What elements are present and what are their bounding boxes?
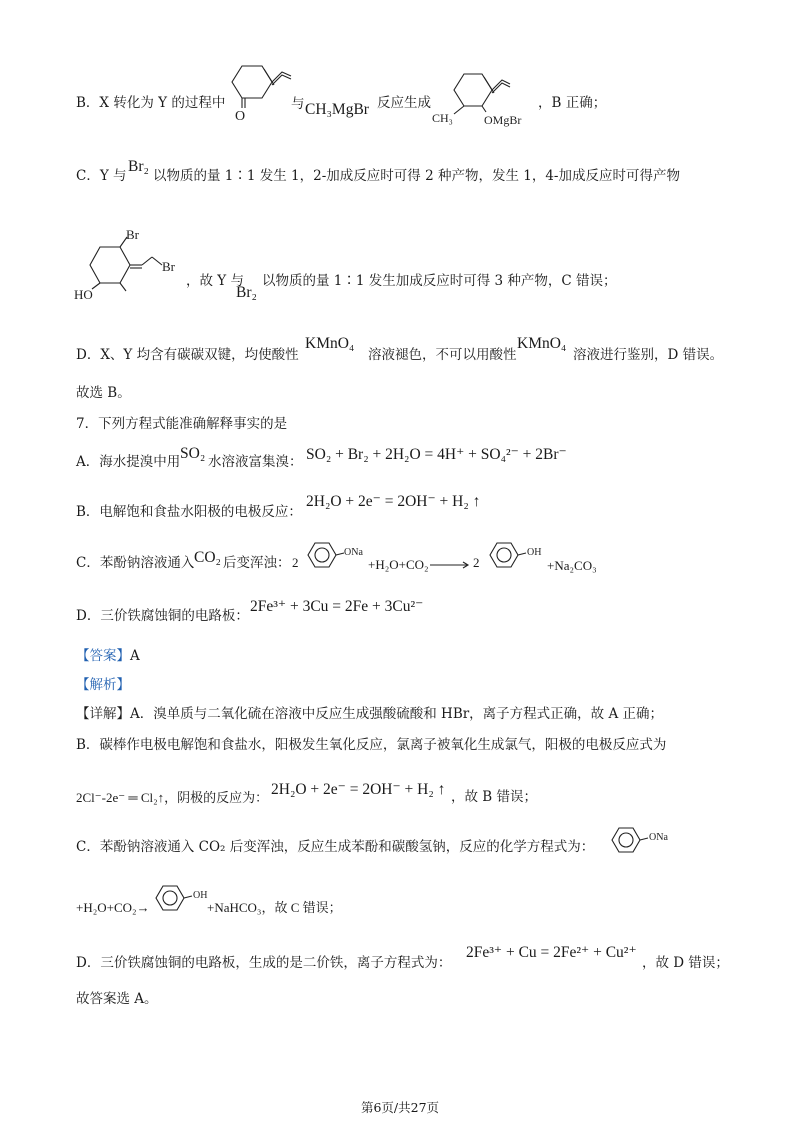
bromine-formula-2: Br₂	[236, 284, 257, 301]
q7-option-a-equation: SO₂ + Br₂ + 2H₂O = 4H⁺ + SO₄²⁻ + 2Br⁻	[306, 446, 567, 463]
q7-option-c-mid: 后变浑浊：	[223, 555, 291, 571]
sodium-phenoxide-structure-2	[604, 826, 679, 858]
detail-c-line-2-prefix: +H₂O+CO₂→	[76, 900, 150, 915]
q6-option-d-text: D．X、Y 均含有碳碳双键，均使酸性	[76, 347, 299, 363]
q7-option-c-prefix: C．苯酚钠溶液通入	[76, 555, 195, 571]
detail-d-suffix: ，故 D 错误；	[642, 955, 729, 971]
oh-label-1: OH	[527, 547, 542, 558]
detail-c-suffix: +NaHCO₃，故 C 错误；	[207, 900, 342, 915]
kmno4-formula-2: KMnO₄	[517, 335, 567, 352]
answer-line	[76, 648, 140, 664]
q6-option-b-text: B．X 转化为 Y 的过程中	[76, 95, 226, 111]
q6c-text2: ，故 Y 与	[186, 273, 244, 289]
q6d-mid: 溶液褪色，不可以用酸性	[368, 347, 517, 363]
q7-stem: 7．下列方程式能准确解释事实的是	[76, 416, 288, 432]
q7-option-a-mid: 水溶液富集溴：	[208, 454, 303, 470]
q6b-correct: ，B 正确；	[538, 95, 607, 111]
molecule-x-cyclohexenone-vinyl	[222, 58, 292, 124]
detail-b-suffix: ，故 B 错误；	[451, 789, 538, 805]
so2-formula: SO₂	[180, 445, 206, 462]
q6c-text3: 以物质的量 1∶1 发生加成反应时可得 3 种产物，C 错误；	[262, 273, 617, 289]
q7c-reagents: +H₂O+CO₂	[368, 557, 429, 572]
detail-b-line-1: B．碳棒作电极电解饱和食盐水，阳极发生氧化反应，氯离子被氧化生成氯气，阳极的电极反应式为	[76, 737, 667, 753]
terminal-bromine-label: Br	[162, 259, 175, 274]
analysis-line	[76, 677, 130, 693]
answer-value: A	[130, 648, 140, 664]
methyl-label: CH₃	[432, 111, 453, 125]
answer-tag: 【答案】	[76, 648, 130, 664]
omgbr-label: OMgBr	[484, 113, 522, 127]
q7-option-b-equation: 2H₂O + 2e⁻ = 2OH⁻ + H₂ ↑	[306, 493, 481, 510]
q6b-with: 与	[291, 96, 305, 112]
detail-a-text: A．溴单质与二氧化硫在溶液中反应生成强酸硫酸和 HBr，离子方程式正确，故 A 正确；	[130, 706, 664, 722]
q7-option-d-equation: 2Fe³⁺ + 3Cu = 2Fe + 3Cu²⁻	[250, 598, 424, 615]
detail-d-prefix: D．三价铁腐蚀铜的电路板，生成的是二价铁，离子方程式为：	[76, 955, 452, 971]
phenol-structure	[482, 541, 552, 573]
ona-label-1: ONa	[344, 547, 363, 558]
q7c-coefficient-2: 2	[473, 555, 480, 570]
phenol-structure-2	[148, 884, 213, 916]
page-footer: 第6页/共27页	[360, 1100, 440, 1115]
hydroxyl-label: HO	[74, 287, 93, 302]
grignard-reagent: CH₃MgBr	[305, 101, 369, 118]
q7-option-a-prefix: A．海水提溴中用	[76, 454, 181, 470]
detail-tag: 【详解】	[76, 706, 130, 722]
analysis-tag: 【解析】	[76, 677, 130, 693]
allylic-bromine-label: Br	[126, 227, 139, 242]
bromine-formula-1: Br₂	[128, 158, 149, 175]
detail-b-line-2-prefix: 2Cl⁻-2e⁻ ═ Cl₂↑，阴极的反应为：	[76, 790, 269, 805]
molecule-y-magnesium-alkoxide	[430, 68, 540, 128]
q7-option-d-prefix: D．三价铁腐蚀铜的电路板：	[76, 608, 249, 624]
kmno4-formula-1: KMnO₄	[305, 335, 355, 352]
detail-line-a	[76, 706, 663, 722]
q7-option-b-prefix: B．电解饱和食盐水阳极的电极反应：	[76, 504, 302, 520]
molecule-14-addition-product	[70, 227, 190, 305]
detail-c-line-1: C．苯酚钠溶液通入 CO₂ 后变浑浊，反应生成苯酚和碳酸氢钠，反应的化学方程式为：	[76, 839, 595, 855]
carbonyl-oxygen-label: O	[235, 109, 246, 124]
ona-label-2: ONa	[649, 832, 668, 843]
q6-conclusion: 故选 B。	[76, 385, 131, 401]
oh-label-2: OH	[193, 890, 208, 901]
q7c-coefficient-1: 2	[292, 555, 299, 570]
sodium-phenoxide-structure	[300, 541, 375, 573]
reaction-arrow	[430, 560, 472, 570]
co2-formula: CO₂	[194, 549, 221, 566]
q6b-forms: 反应生成	[377, 95, 431, 111]
q7c-tail: +Na₂CO₃	[547, 558, 597, 573]
final-answer: 故答案选 A。	[76, 991, 158, 1007]
q6c-text: 以物质的量 1∶1 发生 1，2-加成反应时可得 2 种产物，发生 1，4-加成反应时可得产物	[153, 168, 680, 184]
q6d-suffix: 溶液进行鉴别，D 错误。	[573, 347, 724, 363]
q6-option-c-text: C．Y 与	[76, 168, 127, 184]
detail-d-equation: 2Fe³⁺ + Cu = 2Fe²⁺ + Cu²⁺	[466, 944, 637, 961]
detail-b-equation: 2H₂O + 2e⁻ = 2OH⁻ + H₂ ↑	[271, 781, 446, 798]
